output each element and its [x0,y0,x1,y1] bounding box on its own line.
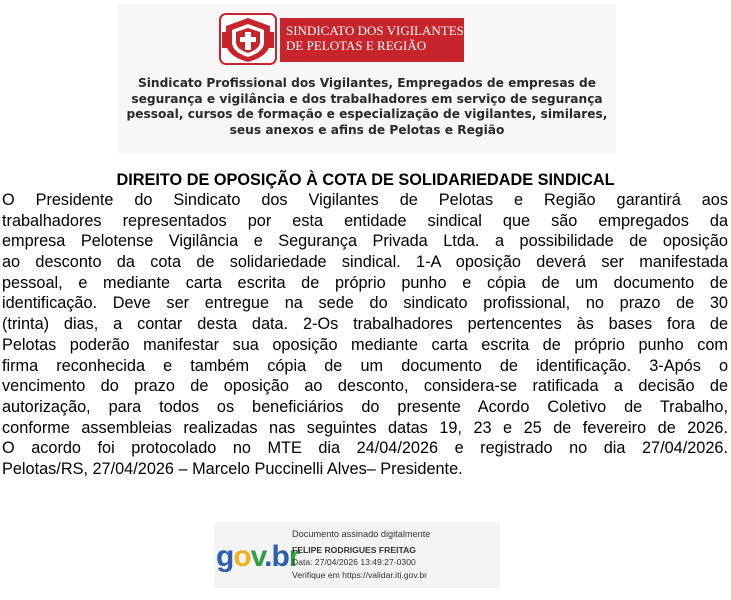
body-line: O acordo foi protocolado no MTE dia 24/04/2026 e registrado no dia 27/04/2026. [2,439,728,458]
govbr-logo: gov.br [216,540,300,573]
union-logo [218,12,468,70]
body-line: identificação. Deve ser entregue na sede do sindicato profissional, no prazo de 30 [2,294,728,313]
body-line: Pelotas/RS, 27/04/2026 – Marcelo Puccinelli Alves– Presidente. [2,459,463,478]
body-line: autorização, para todos os beneficiários do presente Acordo Coletivo de Trabalho, [2,397,728,416]
union-name-banner [280,18,464,62]
body-line: (trinta) dias, a contar desta data. 2-Os trabalhadores pertencentes às bases fora de [2,315,728,334]
description-line: seus anexos e afins de Pelotas e Região [229,122,505,137]
signature-date: Data: 27/04/2026 13:49:27-0300 [292,557,416,567]
body-line: conforme assembleias realizadas nas seguintes datas 19, 23 e 25 de fevereiro de 2026. [2,418,728,437]
body-line: trabalhadores representados por esta entidade sindical que são empregados da [2,211,728,230]
body-line: Pelotas poderão manifestar sua oposição mediante carta escrita de próprio punho com [2,335,728,354]
body-line: vencimento do prazo de oposição ao desconto, considera-se ratificada a decisão de [2,377,728,396]
body-line: firma reconhecida e também cópia de um documento de identificação. 3-Após o [2,356,728,375]
body-line: empresa Pelotense Vigilância e Segurança Privada Ltda. a possibilidade de oposição [2,232,728,251]
body-line: ao desconto da cota de solidariedade sindical. 1-A oposição deverá ser manifestada [2,253,728,272]
document-body [2,190,728,480]
union-name-line-2: DE PELOTAS E REGIÃO [286,38,427,53]
signature-verify: Verifique em https://validar.iti.gov.br [292,569,428,580]
document-title: DIREITO DE OPOSIÇÃO À COTA DE SOLIDARIEDADE SINDICAL [116,171,615,189]
body-line: O Presidente do Sindicato dos Vigilantes de Pelotas e Região garantirá aos [2,191,728,209]
digital-signature-stamp [214,522,500,588]
description-line: Sindicato Profissional dos Vigilantes, Empregados de empresas de [137,76,597,90]
signature-heading: Documento assinado digitalmente [292,529,431,539]
signature-details [292,528,430,581]
description-line: pessoal, cursos de formação e especialização de vigilantes, similares, [126,107,608,121]
letterhead [118,4,616,154]
description-line: segurança e vigilância e dos trabalhadores em serviço de segurança [131,91,603,106]
body-line: pessoal, e mediante carta escrita de próprio punho e cópia de um documento de [2,273,728,292]
signer-name: FELIPE RODRIGUES FREITAG [292,544,416,555]
union-emblem-icon [218,12,278,66]
union-name-line-1: SINDICATO DOS VIGILANTES [286,23,464,38]
union-description [118,76,616,138]
